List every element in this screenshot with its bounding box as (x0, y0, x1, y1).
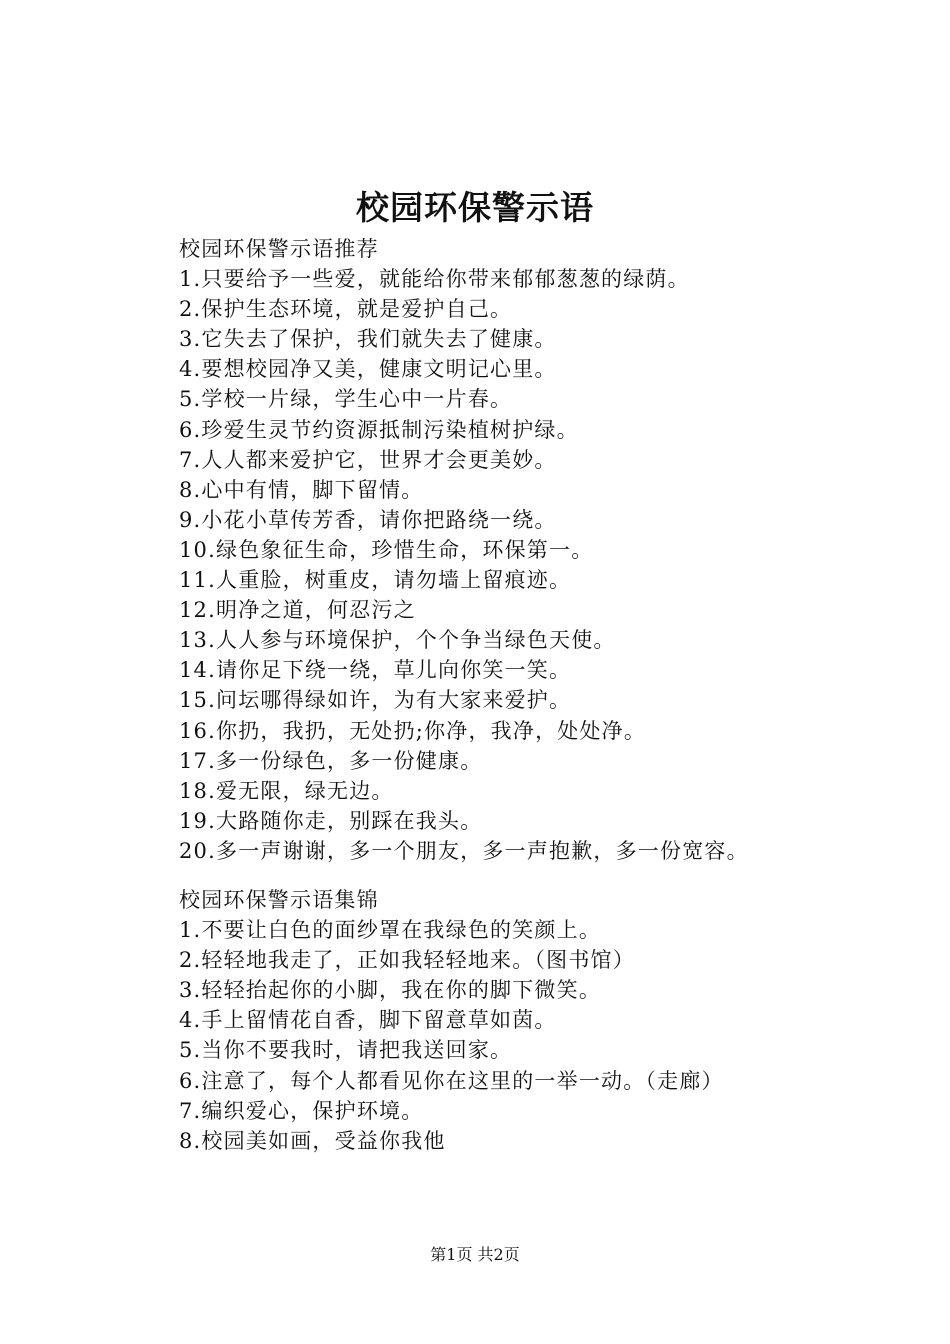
slogan-item: 4.要想校园净又美，健康文明记心里。 (179, 357, 557, 382)
document-body (179, 234, 939, 1156)
slogan-item: 9.小花小草传芳香，请你把路绕一绕。 (179, 507, 557, 532)
slogan-item: 5.学校一片绿，学生心中一片春。 (179, 387, 513, 412)
slogan-item: 17.多一份绿色，多一份健康。 (179, 748, 483, 773)
slogan-item: 12.明净之道，何忍污之 (179, 598, 416, 623)
slogan-item: 15.问坛哪得绿如许，为有大家来爱护。 (179, 688, 572, 713)
slogan-item: 5.当你不要我时，请把我送回家。 (179, 1038, 513, 1063)
section-spacer (179, 866, 939, 885)
slogan-item: 3.轻轻抬起你的小脚，我在你的脚下微笑。 (179, 978, 602, 1003)
section-heading-collection: 校园环保警示语集锦 (179, 887, 379, 912)
slogan-item: 3.它失去了保护，我们就失去了健康。 (179, 327, 557, 352)
slogan-item: 10.绿色象征生命，珍惜生命，环保第一。 (179, 537, 594, 562)
slogan-item: 14.请你足下绕一绕，草儿向你笑一笑。 (179, 658, 572, 683)
slogan-item: 1.只要给予一些爱，就能给你带来郁郁葱葱的绿荫。 (179, 267, 690, 292)
document-title: 校园环保警示语 (356, 188, 594, 227)
slogan-item: 6.珍爱生灵节约资源抵制污染植树护绿。 (179, 417, 579, 442)
slogan-item: 20.多一声谢谢，多一个朋友，多一声抱歉，多一份宽容。 (179, 838, 749, 863)
slogan-item: 6.注意了，每个人都看见你在这里的一举一动。（走廊） (179, 1068, 724, 1093)
slogan-item: 16.你扔，我扔，无处扔;你净，我净，处处净。 (179, 718, 647, 743)
slogan-item: 2.保护生态环境，就是爱护自己。 (179, 297, 513, 322)
section-heading-recommend: 校园环保警示语推荐 (179, 237, 379, 261)
slogan-item: 2.轻轻地我走了，正如我轻轻地来。（图书馆） (179, 948, 635, 973)
slogan-item: 4.手上留情花自香，脚下留意草如茵。 (179, 1008, 557, 1033)
slogan-item: 18.爱无限，绿无边。 (179, 778, 394, 803)
slogan-item: 11.人重脸，树重皮，请勿墙上留痕迹。 (179, 568, 572, 593)
slogan-item: 13.人人参与环境保护，个个争当绿色天使。 (179, 628, 616, 653)
slogan-item: 8.校园美如画，受益你我他 (179, 1128, 446, 1153)
slogan-item: 1.不要让白色的面纱罩在我绿色的笑颜上。 (179, 918, 602, 943)
slogan-item: 7.编织爱心，保护环境。 (179, 1098, 424, 1123)
slogan-item: 7.人人都来爱护它，世界才会更美妙。 (179, 447, 557, 472)
slogan-item: 19.大路随你走，别踩在我头。 (179, 808, 483, 833)
page-footer: 第1页 共2页 (430, 1245, 520, 1264)
slogan-item: 8.心中有情，脚下留情。 (179, 477, 424, 502)
